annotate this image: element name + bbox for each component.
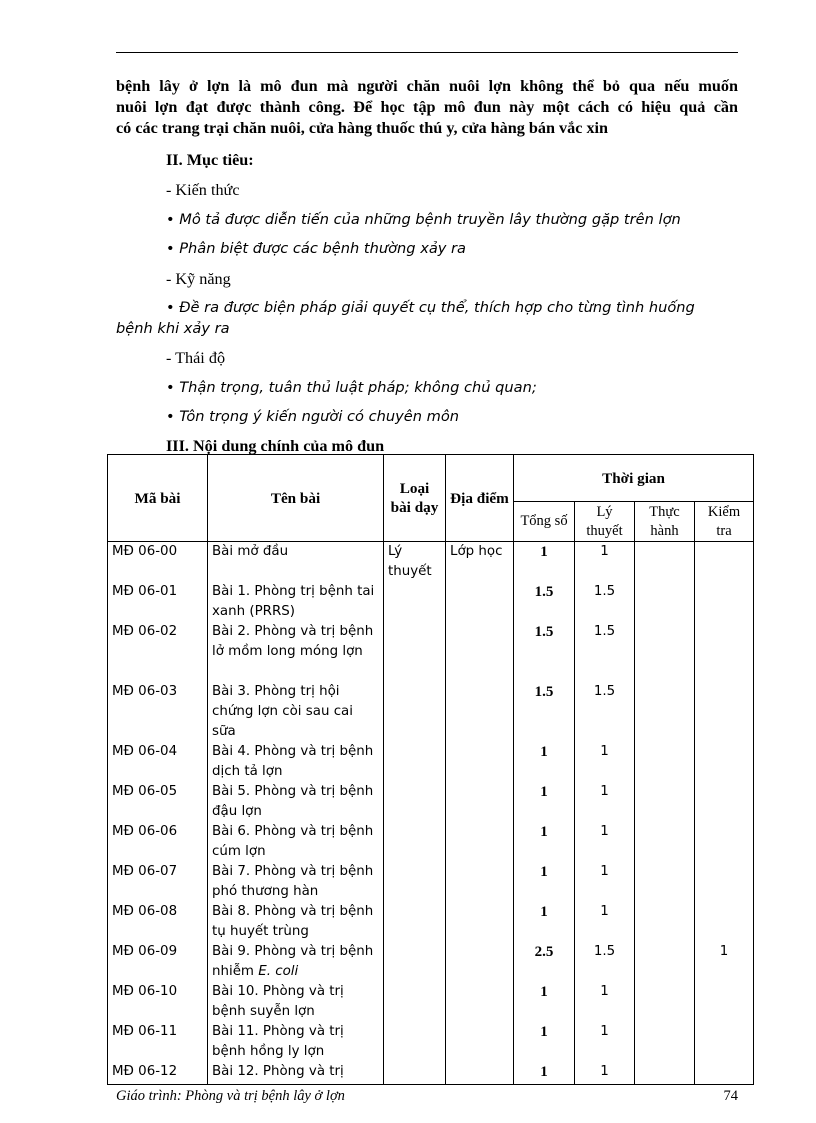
row-name [208,942,384,982]
header-place: Địa điểm [446,455,514,542]
intro-paragraph [116,76,738,139]
row-name: Bài 5. Phòng và trị bệnh đậu lợn [208,782,384,822]
row-code: MĐ 06-12 [108,1062,208,1084]
row-name: Bài 1. Phòng trị bệnh tai xanh (PRRS) [208,582,384,622]
table-row [108,682,754,742]
page-number: 74 [723,1088,738,1104]
intro-line: có các trang trại chăn nuôi, cửa hàng thuốc thú y, cửa hàng bán vắc xin [116,119,609,137]
skills-label: - Kỹ năng [166,270,231,288]
row-theory: 1.5 [575,622,635,682]
header-code: Mã bài [108,455,208,542]
table-row [108,982,754,1022]
row-name: Bài 7. Phòng và trị bệnh phó thương hàn [208,862,384,902]
row-name: Bài 2. Phòng và trị bệnh lở mồm long móng lợn [208,622,384,682]
row-theory: 1 [575,902,635,942]
row-total: 1 [514,982,575,1022]
row-total: 1 [514,1022,575,1062]
intro-line: bệnh lây ở lợn là mô đun mà người chăn nuôi lợn không thể bỏ qua nếu muốn [116,77,738,95]
table-row [108,622,754,682]
row-name: Bài mở đầu [208,542,384,583]
row-code: MĐ 06-04 [108,742,208,782]
header-theory: Lý thuyết [575,502,635,542]
table-row [108,782,754,822]
row-theory: 1 [575,982,635,1022]
row-theory: 1 [575,1022,635,1062]
row-code: MĐ 06-00 [108,542,208,583]
row-total: 1.5 [514,582,575,622]
row-type: Lý thuyết [384,542,446,583]
knowledge-label: - Kiến thức [166,181,240,199]
table-row [108,822,754,862]
row-practice [635,542,695,583]
intro-line: nuôi lợn đạt được thành công. Để học tập mô đun này một cách có hiệu quả cần [116,98,738,116]
row-theory: 1 [575,822,635,862]
skills-item: • Đề ra được biện pháp giải quyết cụ thể, thích hợp cho từng tình huống [166,299,695,316]
row-code: MĐ 06-10 [108,982,208,1022]
row-theory: 1.5 [575,582,635,622]
row-theory: 1 [575,1062,635,1084]
row-name: Bài 8. Phòng và trị bệnh tụ huyết trùng [208,902,384,942]
table-row [108,742,754,782]
row-theory: 1.5 [575,942,635,982]
row-code: MĐ 06-02 [108,622,208,682]
row-name-text: Bài 9. Phòng và trị bệnh nhiễm [212,944,374,979]
row-theory: 1 [575,742,635,782]
row-theory: 1.5 [575,682,635,742]
row-total: 2.5 [514,942,575,982]
header-practice: Thực hành [635,502,695,542]
table-row [108,942,754,982]
table-row [108,1062,754,1084]
header-total: Tổng số [514,502,575,542]
knowledge-item: • Mô tả được diễn tiến của những bệnh truyền lây thường gặp trên lợn [166,211,681,228]
row-code: MĐ 06-01 [108,582,208,622]
row-name: Bài 3. Phòng trị hội chứng lợn còi sau cai sữa [208,682,384,742]
row-total: 1.5 [514,682,575,742]
skills-item-continued: bệnh khi xảy ra [116,320,230,337]
row-total: 1 [514,542,575,583]
row-total: 1 [514,1062,575,1084]
row-code: MĐ 06-03 [108,682,208,742]
row-code: MĐ 06-08 [108,902,208,942]
table-row [108,902,754,942]
module-content-table [107,454,754,1085]
header-test: Kiểm tra [695,502,754,542]
table-row [108,542,754,583]
objectives-heading: II. Mục tiêu: [166,151,254,169]
row-code: MĐ 06-11 [108,1022,208,1062]
row-name: Bài 4. Phòng và trị bệnh dịch tả lợn [208,742,384,782]
row-total: 1.5 [514,622,575,682]
row-total: 1 [514,822,575,862]
row-total: 1 [514,902,575,942]
header-type: Loại bài dạy [384,455,446,542]
row-name-italic: E. coli [258,964,299,979]
header-name: Tên bài [208,455,384,542]
row-theory: 1 [575,782,635,822]
attitude-item: • Thận trọng, tuân thủ luật pháp; không chủ quan; [166,379,537,396]
row-name: Bài 11. Phòng và trị bệnh hồng ly lợn [208,1022,384,1062]
row-name: Bài 6. Phòng và trị bệnh cúm lợn [208,822,384,862]
header-rule [116,52,738,53]
row-code: MĐ 06-07 [108,862,208,902]
row-code: MĐ 06-09 [108,942,208,982]
row-total: 1 [514,862,575,902]
attitude-label: - Thái độ [166,349,226,367]
knowledge-item: • Phân biệt được các bệnh thường xảy ra [166,240,466,257]
header-time: Thời gian [514,455,754,502]
attitude-item: • Tôn trọng ý kiến người có chuyên môn [166,408,460,425]
row-total: 1 [514,742,575,782]
row-name: Bài 10. Phòng và trị bệnh suyễn lợn [208,982,384,1022]
row-code: MĐ 06-05 [108,782,208,822]
row-total: 1 [514,782,575,822]
row-theory: 1 [575,542,635,583]
row-code: MĐ 06-06 [108,822,208,862]
table-row [108,1022,754,1062]
row-theory: 1 [575,862,635,902]
footer-title: Giáo trình: Phòng và trị bệnh lây ở lợn [116,1088,345,1104]
table-row [108,862,754,902]
table-row [108,582,754,622]
content-heading: III. Nội dung chính của mô đun [166,437,385,455]
row-test [695,542,754,583]
page-footer [116,1088,738,1105]
row-place: Lớp học [446,542,514,583]
row-test: 1 [695,942,754,982]
row-name: Bài 12. Phòng và trị [208,1062,384,1084]
